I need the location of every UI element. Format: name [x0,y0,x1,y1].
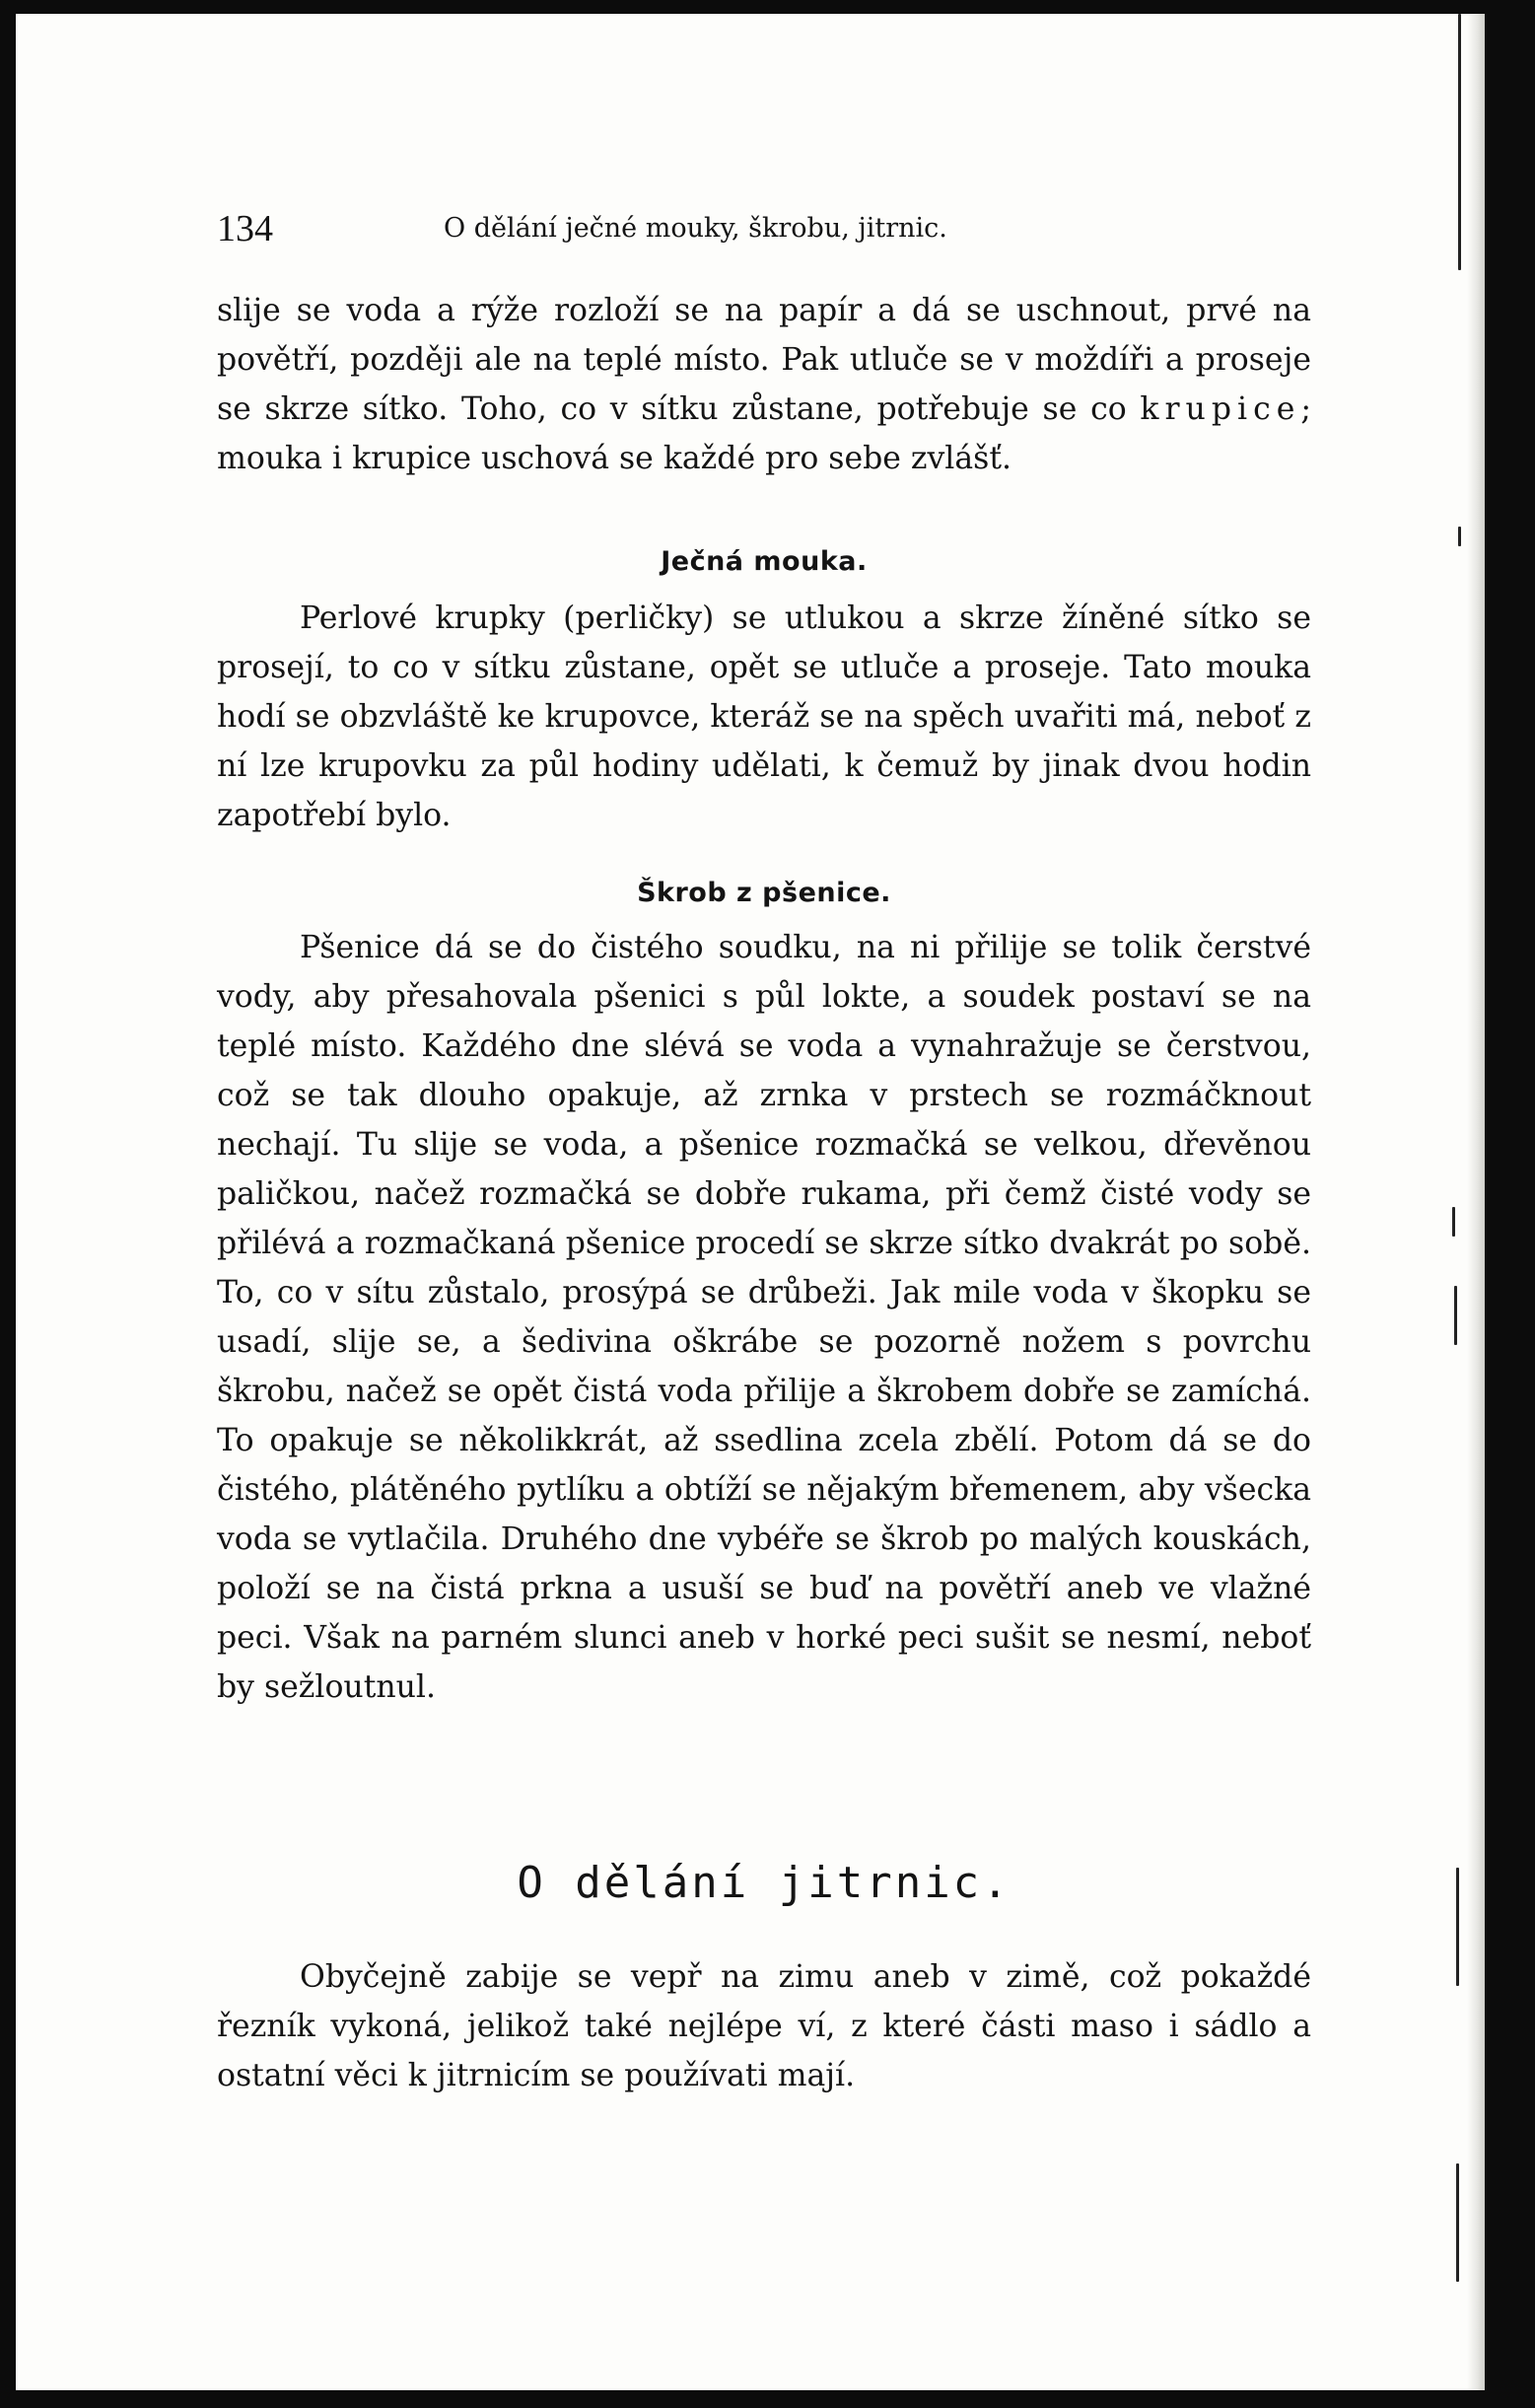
intro-paragraph [217,286,1311,483]
intro-text-a: slije se voda a rýže rozloží se na papír a dá se uschnout, prvé na povětří, později ale na teplé místo. Pak utluče se v moždíři a proseje se skrze sítko. Toho, co v sítku zůstane, potřebuje se co [217,293,1311,427]
intro-emphasis: krupice [1140,391,1301,427]
section-heading-jecna-mouka: Ječná mouka. [661,546,868,577]
chapter-text: Obyčejně zabije se vepř na zimu aneb v zimě, což pokaždé řezník vykoná, jelikož také nejlépe ví, z které části maso i sádlo a ostatní věci k jitrnicím se používati mají. [217,1959,1311,2093]
edge-mark [1456,2163,1459,2282]
binding-edge [1467,14,1485,2390]
section-2-paragraph [217,923,1311,1712]
section-1-paragraph [217,594,1311,840]
running-head [217,207,1311,256]
section-heading-skrob: Škrob z pšenice. [637,878,891,908]
edge-mark [1458,14,1461,270]
chapter-title: O dělání jitrnic. [517,1858,1012,1908]
edge-mark [1454,1286,1457,1345]
section-2-text: Pšenice dá se do čistého soudku, na ni přilije se tolik čerstvé vody, aby přesahovala pšenici s půl lokte, a soudek postaví se na teplé místo. Každého dne slévá se voda a vynahražuje se čerstvou, což se tak dlouho opakuje, až zrnka v prstech se rozmáčknout nechají. Tu slije se voda, a pšenice rozmačká se velkou, dřevěnou paličkou, načež rozmačká se dobře rukama, při čemž čisté vody se přilévá a rozmačkaná pšenice procedí se skrze sítko dvakrát po sobě. To, co v sítu zůstalo, prosýpá se drůbeži. Jak mile voda v škopku se usadí, slije se, a šedivina oškrábe se pozorně nožem s povrchu škrobu, načež se opět čistá voda přilije a škrobem dobře se zamíchá. To opakuje se několikkrát, až ssedlina zcela zbělí. Potom dá se do čistého, plátěného pytlíku a obtíží se nějakým břemenem, aby všecka voda se vytlačila. Druhého dne vybéře se škrob po malých kouskách, položí se na čistá prkna a usuší se buď na povětří aneb ve vlažné peci. Však na parném slunci aneb v horké peci sušit se nesmí, neboť by sežloutnul. [217,930,1311,1705]
running-title: O dělání ječné mouky, škrobu, jitrnic. [444,213,947,244]
book-page [16,14,1485,2390]
intro-text-b: ; mouka i krupice uschová se každé pro sebe zvlášť. [217,391,1311,476]
page-number: 134 [217,208,273,249]
section-1-text: Perlové krupky (perličky) se utlukou a skrze žíněné sítko se prosejí, to co v sítku zůstane, opět se utluče a proseje. Tato mouka hodí se obzvláště ke krupovce, kteráž se na spěch uvařiti má, neboť z ní lze krupovku za půl hodiny udělati, k čemuž by jinak dvou hodin zapotřebí bylo. [217,601,1311,833]
intro-text [217,286,1311,483]
edge-mark [1452,1207,1455,1237]
edge-mark [1458,527,1461,546]
chapter-paragraph [217,1952,1311,2100]
edge-mark [1456,1868,1459,1986]
